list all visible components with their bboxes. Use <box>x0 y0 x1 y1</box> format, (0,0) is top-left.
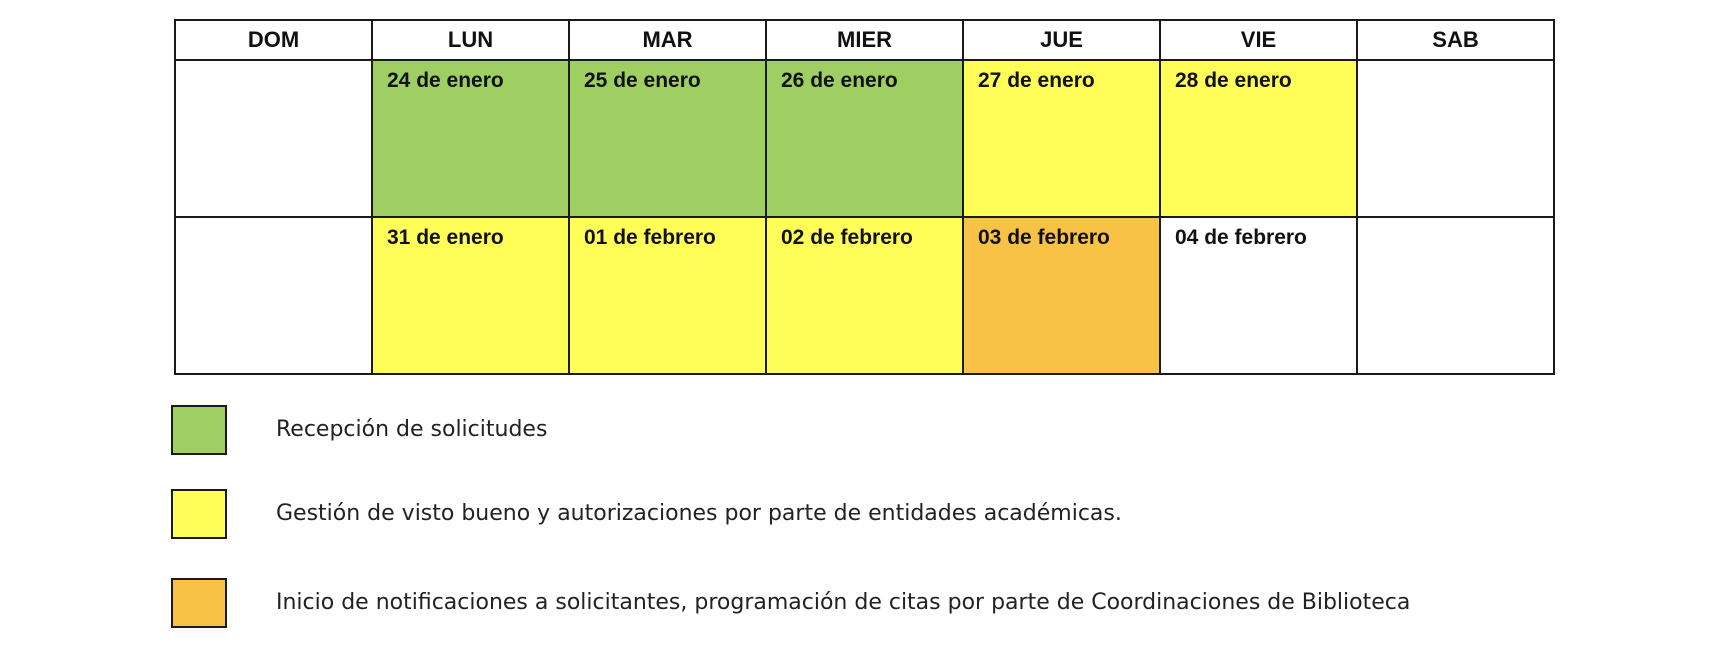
calendar-day-cell <box>766 60 963 217</box>
day-label: 02 de febrero <box>781 226 913 249</box>
weekday-header-thursday: JUE <box>963 20 1160 60</box>
calendar-day-cell <box>372 60 569 217</box>
calendar-day-cell <box>175 217 372 374</box>
weekday-header-saturday: SAB <box>1357 20 1554 60</box>
calendar-day-cell <box>1160 60 1357 217</box>
day-label: 28 de enero <box>1175 69 1292 92</box>
day-label <box>176 218 371 226</box>
calendar-week-row <box>175 60 1554 217</box>
calendar-day-cell <box>372 217 569 374</box>
day-label <box>1358 218 1553 226</box>
legend-swatch-green <box>171 405 227 455</box>
day-label <box>1358 61 1553 69</box>
calendar-day-cell <box>963 60 1160 217</box>
calendar-day-cell <box>1357 217 1554 374</box>
legend-label: Inicio de notificaciones a solicitantes, programación de citas por parte de Coordinaciones de Biblioteca <box>276 590 1411 615</box>
day-label: 31 de enero <box>387 226 504 249</box>
day-label: 03 de febrero <box>978 226 1110 249</box>
day-label: 04 de febrero <box>1175 226 1307 249</box>
legend-swatch-yellow <box>171 489 227 539</box>
calendar-day-cell <box>569 60 766 217</box>
calendar-day-cell <box>1160 217 1357 374</box>
day-label: 27 de enero <box>978 69 1095 92</box>
calendar-day-cell <box>175 60 372 217</box>
day-label: 26 de enero <box>781 69 898 92</box>
weekday-header-monday: LUN <box>372 20 569 60</box>
weekday-header-wednesday: MIER <box>766 20 963 60</box>
weekday-header-tuesday: MAR <box>569 20 766 60</box>
calendar-day-cell <box>963 217 1160 374</box>
legend-label: Gestión de visto bueno y autorizaciones por parte de entidades académicas. <box>276 501 1122 526</box>
legend-swatch-orange <box>171 578 227 628</box>
calendar-day-cell <box>1357 60 1554 217</box>
legend-label: Recepción de solicitudes <box>276 417 548 442</box>
calendar-week-row <box>175 217 1554 374</box>
calendar-day-cell <box>569 217 766 374</box>
calendar-day-cell <box>766 217 963 374</box>
day-label: 24 de enero <box>387 69 504 92</box>
weekday-header-friday: VIE <box>1160 20 1357 60</box>
weekday-header-row <box>175 20 1554 60</box>
day-label: 25 de enero <box>584 69 701 92</box>
day-label: 01 de febrero <box>584 226 716 249</box>
weekday-header-sunday: DOM <box>175 20 372 60</box>
day-label <box>176 61 371 69</box>
calendar-table <box>174 19 1555 375</box>
